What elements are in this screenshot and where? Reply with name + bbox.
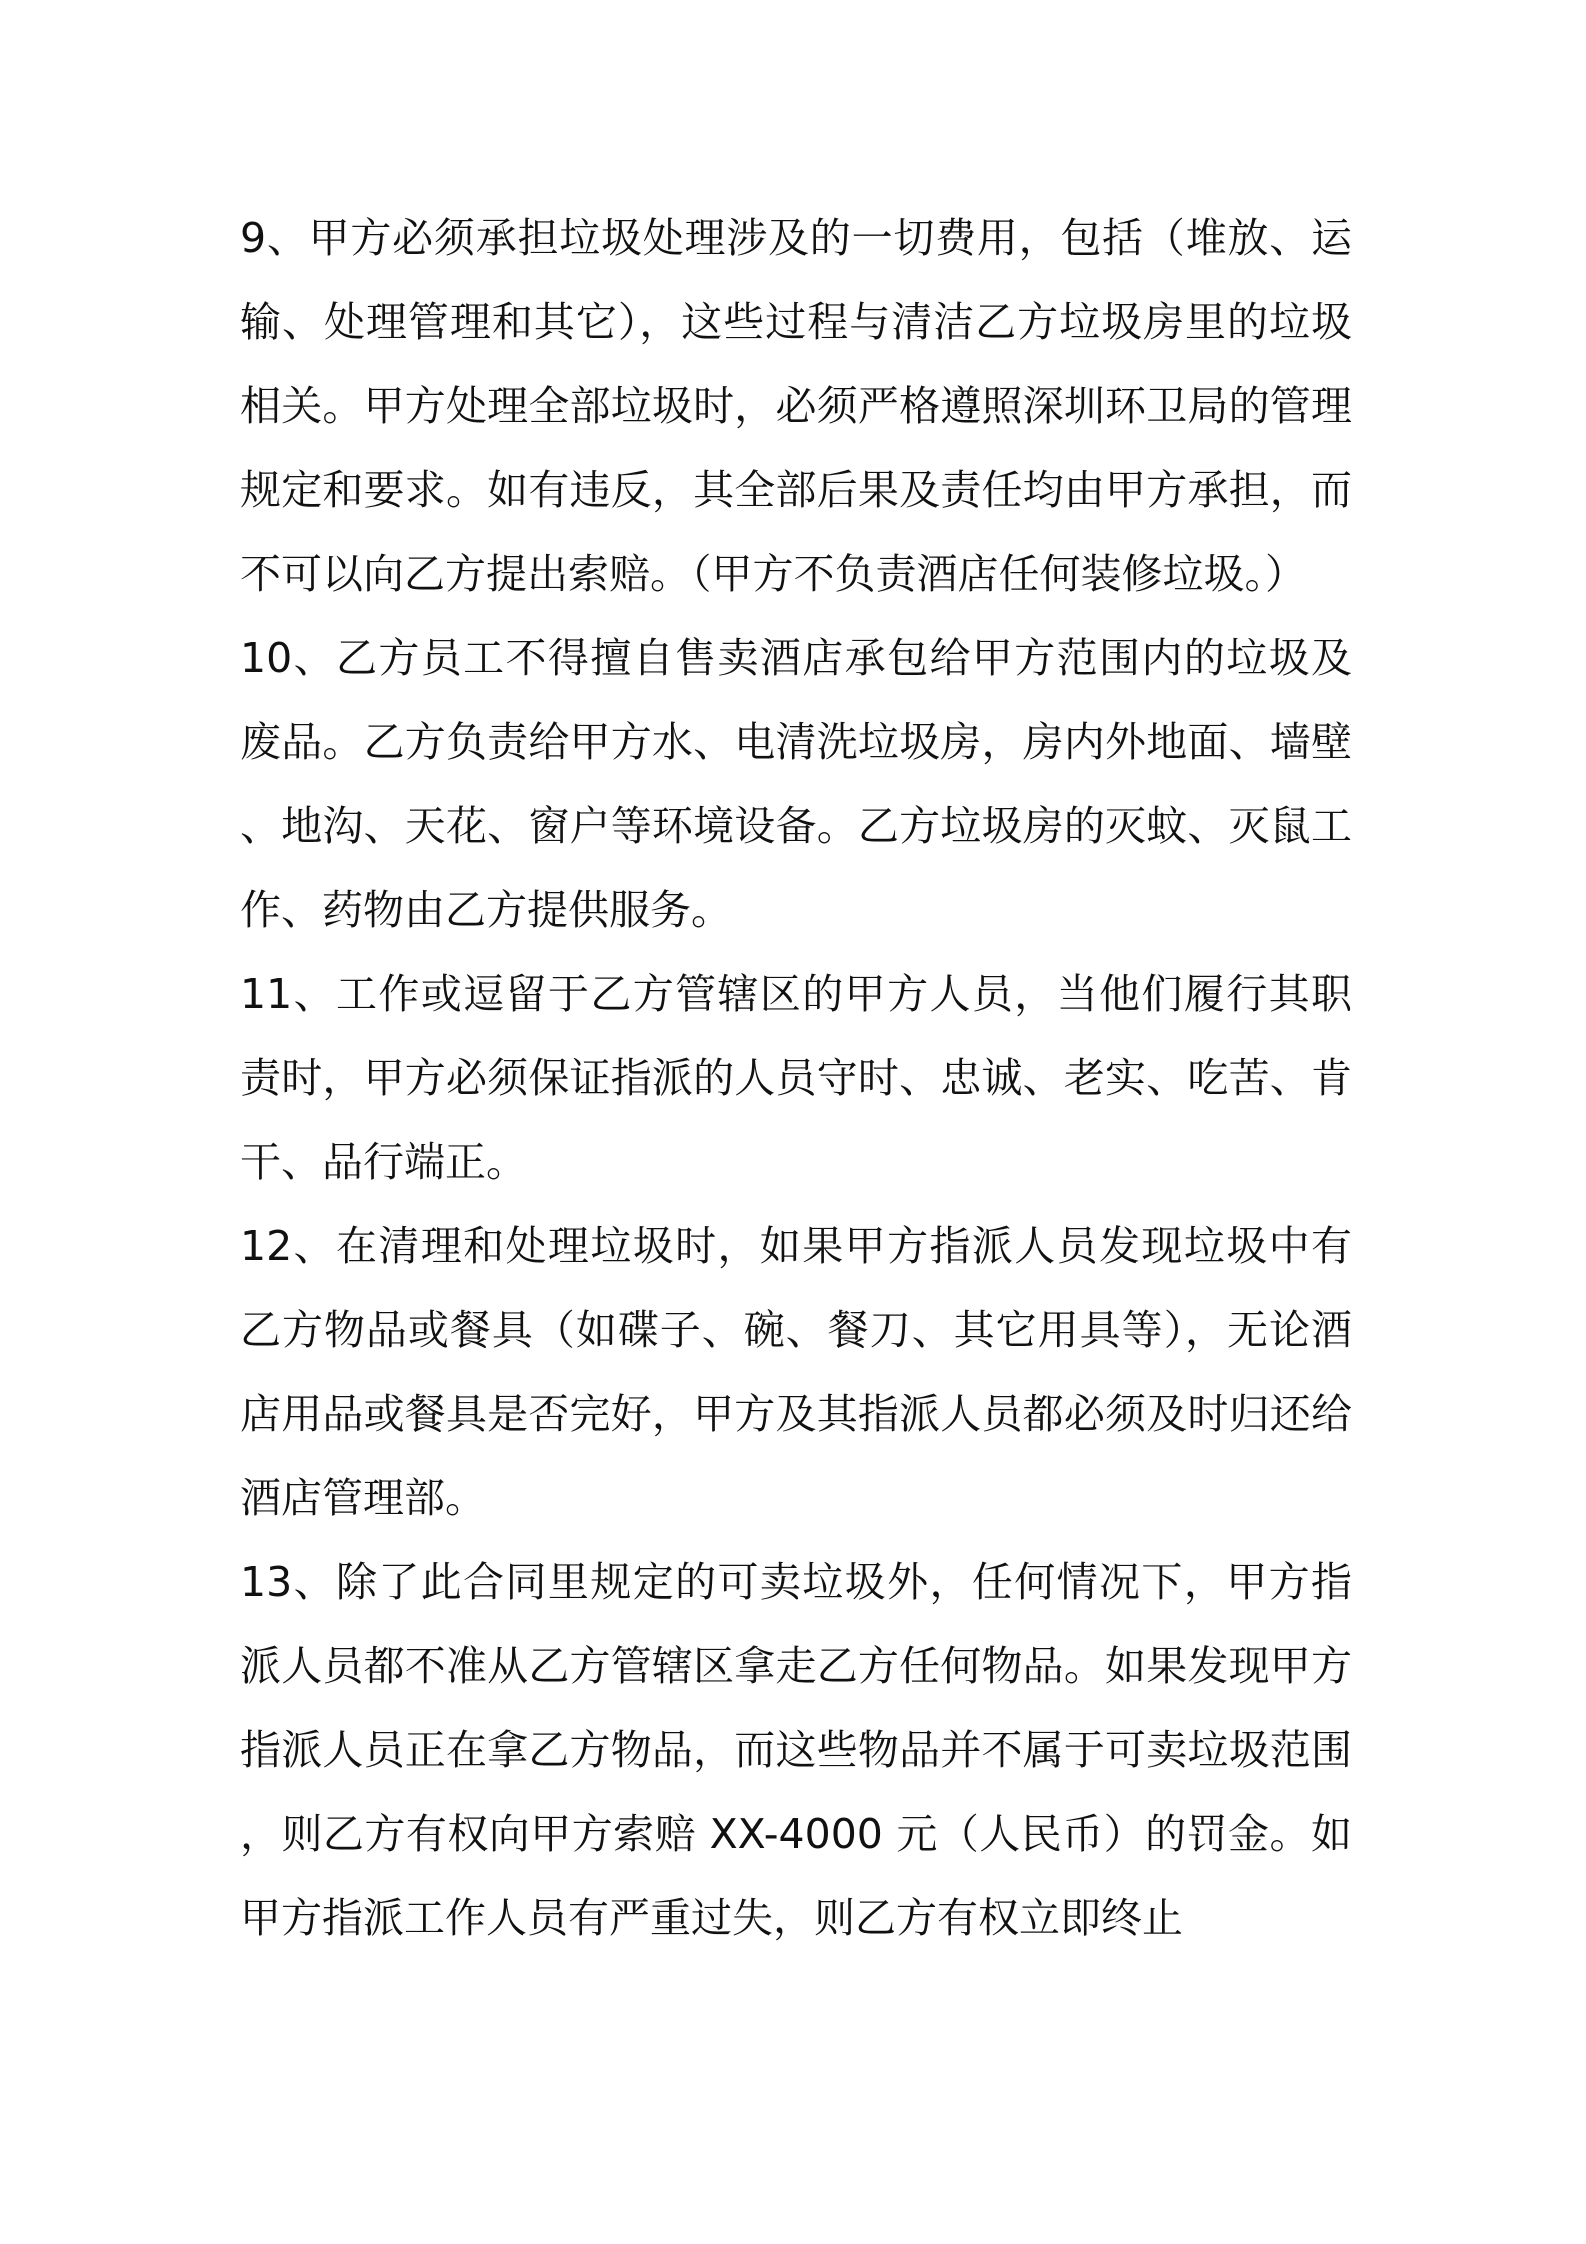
document-body bbox=[240, 196, 1352, 1960]
clause-12: 12、在清理和处理垃圾时，如果甲方指派人员发现垃圾中有乙方物品或餐具（如碟子、碗、餐刀、其它用具等），无论酒店用品或餐具是否完好，甲方及其指派人员都必须及时归还给酒店管理部。 bbox=[240, 1222, 1352, 1522]
clause-13: 13、除了此合同里规定的可卖垃圾外，任何情况下，甲方指派人员都不准从乙方管辖区拿走乙方任何物品。如果发现甲方指派人员正在拿乙方物品，而这些物品并不属于可卖垃圾范围，则乙方有权向甲方索赔 XX-4000 元（人民币）的罚金。如甲方指派工作人员有严重过失，则乙方有权立即终止 bbox=[240, 1558, 1352, 1942]
clause-9: 9、甲方必须承担垃圾处理涉及的一切费用，包括（堆放、运输、处理管理和其它），这些过程与清洁乙方垃圾房里的垃圾相关。甲方处理全部垃圾时，必须严格遵照深圳环卫局的管理规定和要求。如有违反，其全部后果及责任均由甲方承担，而不可以向乙方提出索赔。（甲方不负责酒店任何装修垃圾。） bbox=[240, 214, 1352, 598]
clause-10: 10、乙方员工不得擅自售卖酒店承包给甲方范围内的垃圾及废品。乙方负责给甲方水、电清洗垃圾房，房内外地面、墙壁、地沟、天花、窗户等环境设备。乙方垃圾房的灭蚊、灭鼠工作、药物由乙方提供服务。 bbox=[240, 634, 1352, 934]
clause-11: 11、工作或逗留于乙方管辖区的甲方人员，当他们履行其职责时，甲方必须保证指派的人员守时、忠诚、老实、吃苦、肯干、品行端正。 bbox=[240, 970, 1352, 1186]
